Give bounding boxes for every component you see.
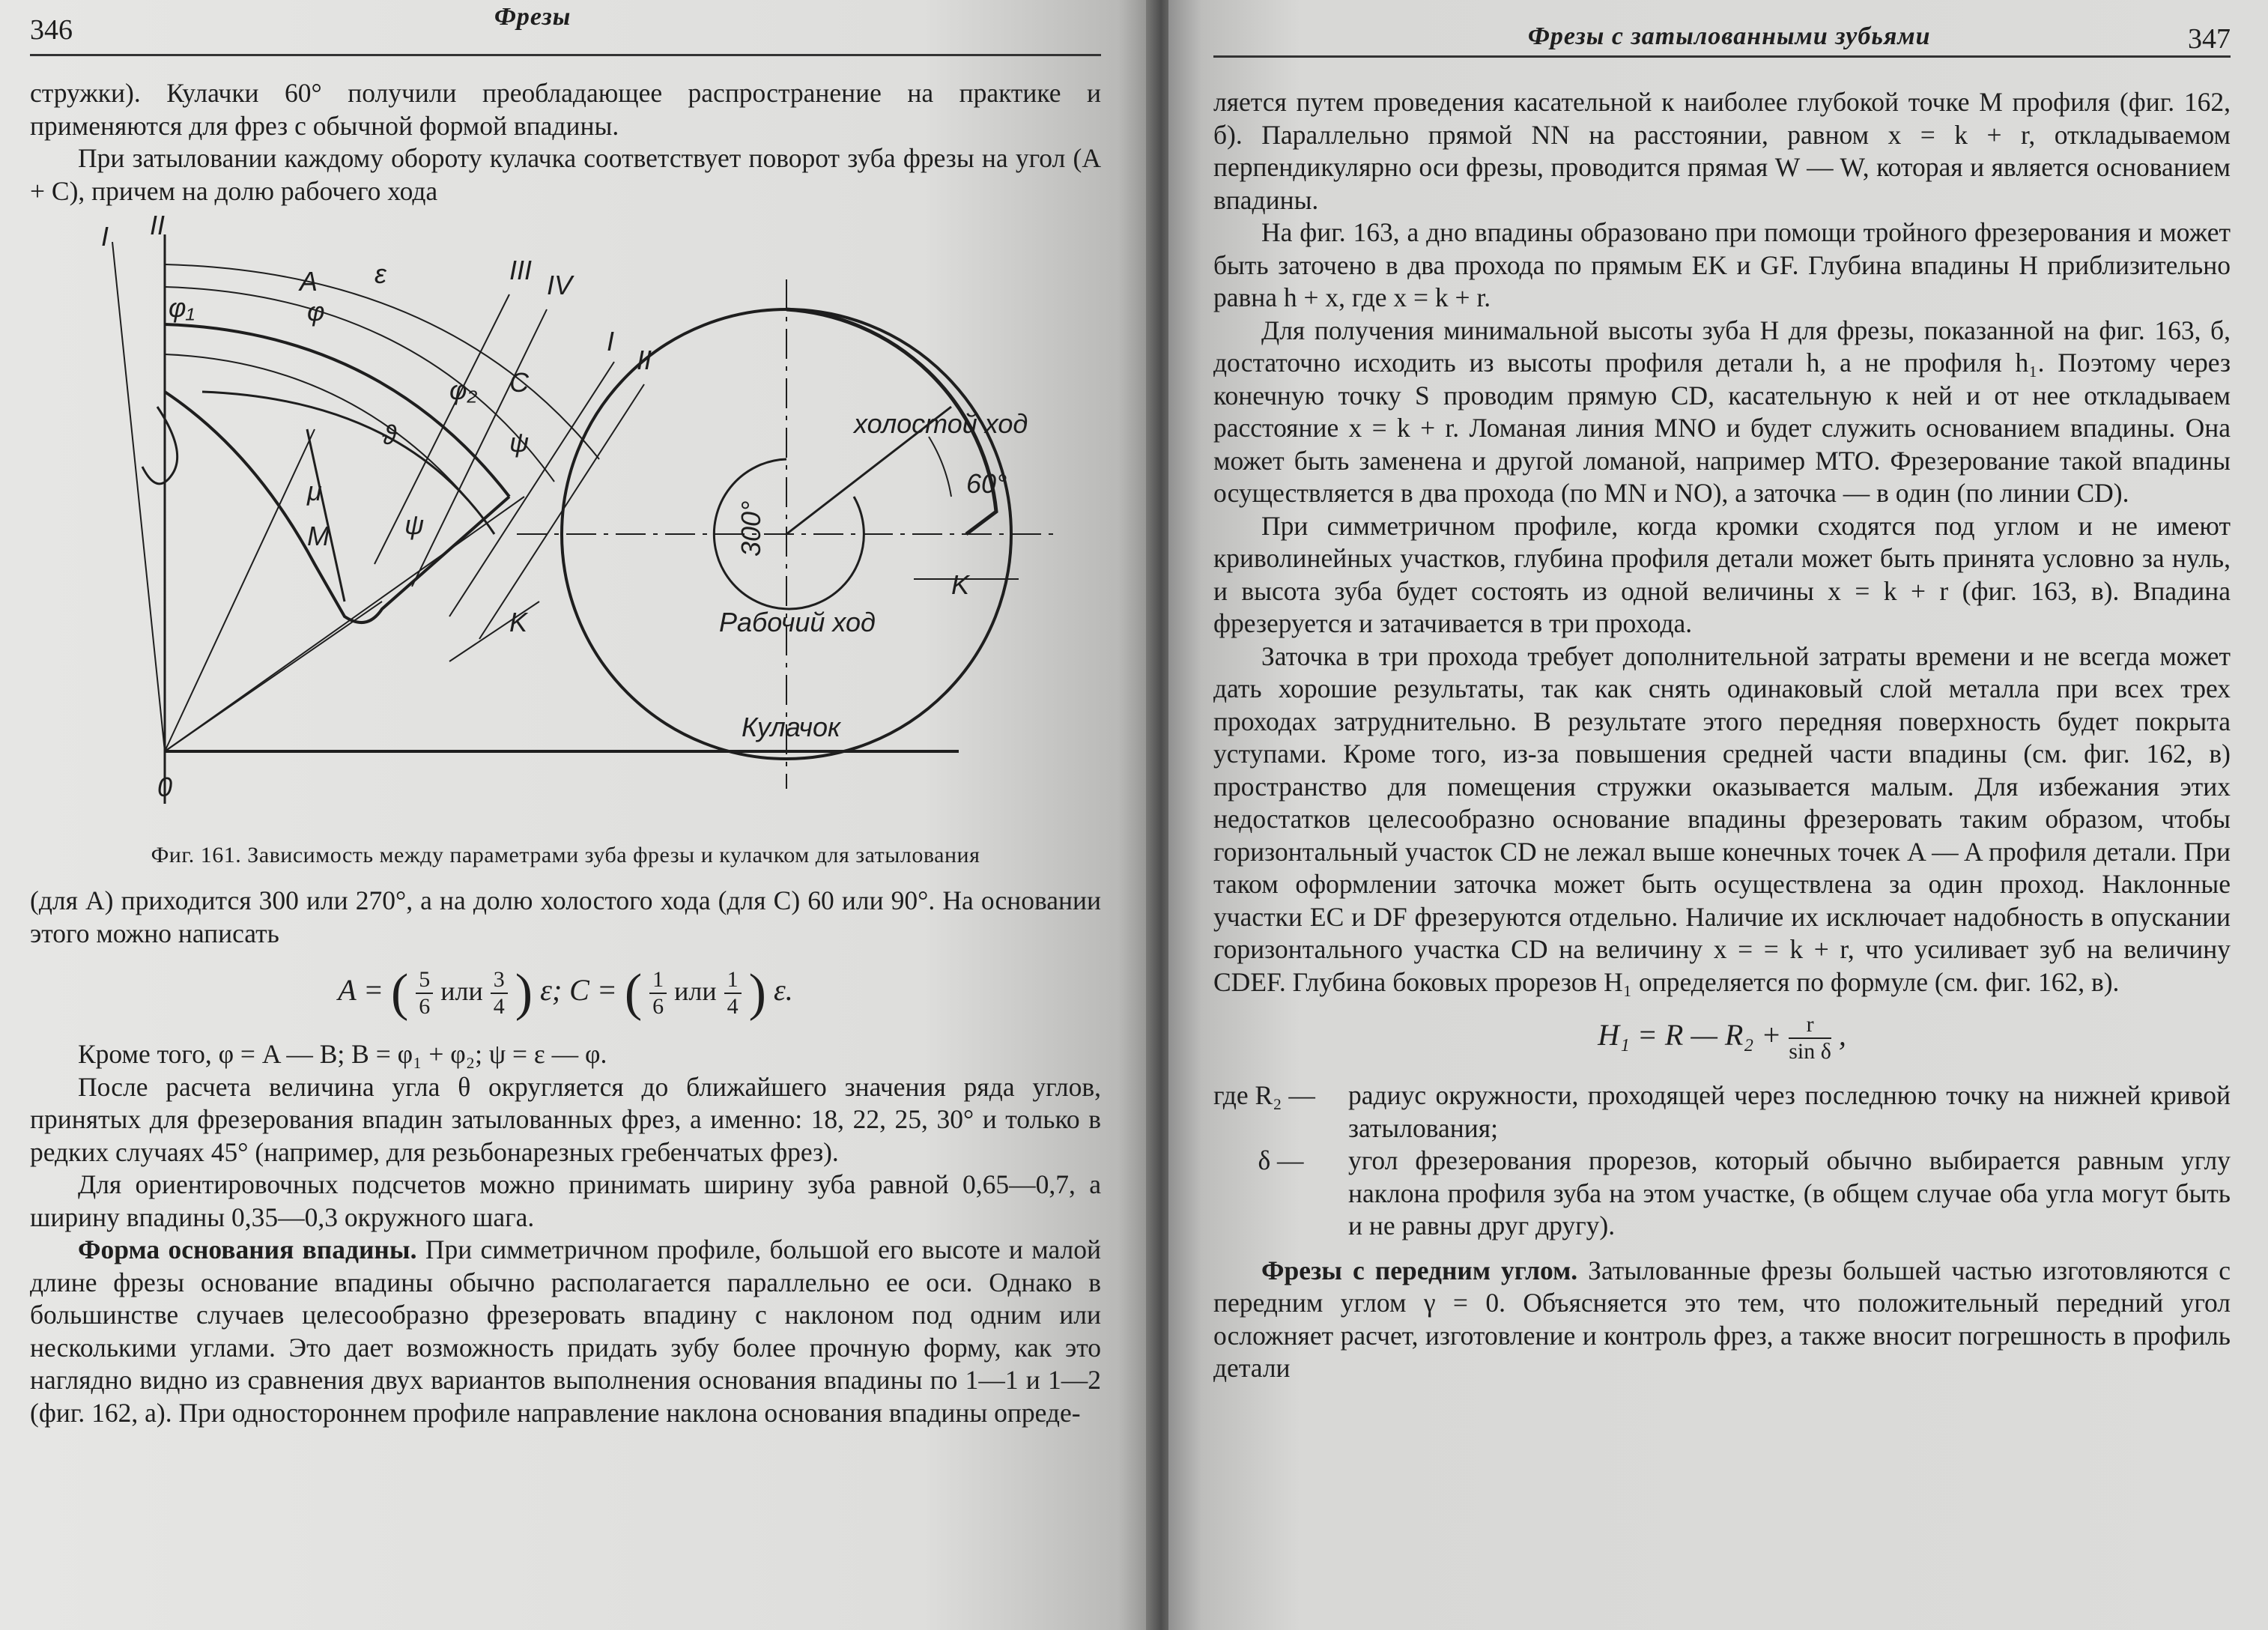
tooth-edge [307, 429, 345, 602]
label-M: M [307, 521, 330, 551]
paragraph: стружки). Кулачки 60° получили преобладающее распространение на практике и применяются для фрез с обычной формой впадины. [30, 78, 1101, 141]
right-running-head [1213, 0, 2231, 58]
left-page-number: 346 [30, 14, 73, 46]
paragraph: На фиг. 163, а дно впадины образовано при помощи тройного фрезерования и может быть заточено в два прохода по прямым EK и GF. Глубина впадины H приблизительно равна h + x, где x = k + r. [1213, 217, 2231, 312]
right-text [1213, 86, 2231, 999]
left-text-middle [30, 885, 1101, 950]
label-I-right: I [607, 326, 615, 357]
label-A: A [300, 266, 318, 297]
label-K-right: K [951, 569, 970, 600]
formula-H1: H₁ = R — R₂ + $\frac{r}{\text{sin δ}}$ , [1598, 1012, 1846, 1064]
label-mu: μ [307, 476, 322, 506]
right-running-title: Фрезы с затылованными зубьями [1528, 22, 1931, 50]
paragraph: При симметричном профиле, когда кромки сходятся под углом и не имеют криволинейных участков, глубина профиля детали может быть принята условно за нуль, и высота зуба будет состоять из одной величины x = k + r (фиг. 163, в). Впадина фрезеруется и затачивается в три прохода. [1213, 510, 2231, 638]
paragraph: (для A) приходится 300 или 270°, а на долю холостого хода (для C) 60 или 90°. На основании этого можно написать [30, 885, 1101, 948]
label-idle-stroke: холостой ход [854, 408, 1028, 439]
figure-161-drawing [30, 212, 1094, 834]
left-running-head [30, 0, 1101, 56]
left-running-title: Фрезы [494, 3, 571, 31]
label-phi: φ [307, 296, 325, 327]
right-page [1168, 0, 2268, 1630]
fraction: $\frac{5}{6}$ [416, 967, 433, 1019]
paragraph: Для получения минимальной высоты зуба H для фрезы, показанной на фиг. 163, б, достаточно исходить из высоты профиля детали h, а не профиля h₁. Поэтому через конечную точку S проводим прямую CD, касательную к ней и от нее откладываем расстояние x = k + r. Ломаная линия MNO и будет служить основанием впадины. Она может быть заменена и другой ломаной, например MTO. Фрезерование такой впадины осуществляется в два прохода (по MN и NO), а заточка — в один (по линии CD). [1213, 315, 2231, 508]
paragraph: Для ориентировочных подсчетов можно принимать ширину зуба равной 0,65—0,7, а ширину впадины 0,35—0,3 окружного шага. [30, 1169, 1101, 1232]
figure-caption: Фиг. 161. Зависимость между параметрами зуба фрезы и кулачком для затылования [151, 843, 980, 867]
label-II-right: II [637, 345, 652, 375]
fraction: $\frac{r}{\text{sin δ}}$ [1789, 1012, 1831, 1064]
label-working-stroke: Рабочий ход [719, 607, 876, 637]
tooth-outer-arc [165, 324, 509, 497]
formula-A-C: A = ( $\frac{5}{6}$ или $\frac{3}{4}$ ) ε; C = ( $\frac{1}{6}$ или $\frac{1}{4}$ ) ε. [338, 964, 793, 1022]
tooth-body [165, 392, 509, 622]
fraction: $\frac{3}{4}$ [491, 967, 508, 1019]
label-phi2: φ₂ [449, 375, 478, 405]
label-epsilon: ε [375, 258, 386, 289]
paragraph: После расчета величина угла θ округляется до ближайшего значения ряда углов, принятых для фрезерования впадин затылованных фрез, а именно: 18, 22, 25, 30° и только в редких случаях 45° (например, для резьбонарезных гребенчатых фрез). [30, 1071, 1101, 1167]
definitions-list [1213, 1079, 2231, 1243]
radial-line [165, 429, 315, 751]
section-heading: Фрезы с передним углом. [1261, 1255, 1578, 1285]
label-I-left: I [101, 221, 109, 252]
label-O: 0 [157, 772, 173, 802]
label-theta: ϑ [382, 419, 397, 450]
arc-epsilon [165, 287, 554, 482]
paragraph: ляется путем проведения касательной к наиболее глубокой точке M профиля (фиг. 162, б). Параллельно прямой NN на расстоянии, равном x = k + r, откладываемом перпендикулярно оси фрезы, проводится прямая W — W, которая и является основанием впадины. [1213, 87, 2231, 215]
right-text-bottom [1213, 1255, 2231, 1385]
definition-row: где R₂ — радиус окружности, проходящей через последнюю точку на нижней кривой затылования; [1213, 1080, 2231, 1143]
label-psi-2: ψ [404, 509, 425, 540]
section-paragraph: Форма основания впадины. При симметричном профиле, большой его высоте и малой длине фрезы основание впадины обычно располагается параллельно ее оси. Однако в большинстве случаев целесообразно фрезеровать впадину с наклоном под одним или несколькими углами. Это дает возможность придать зубу более прочную форму, как это наглядно видно из сравнения двух вариантов выполнения основания впадины по 1—1 и 1—2 (фиг. 162, а). При одностороннем профиле направление наклона основания впадины опреде- [30, 1234, 1102, 1428]
label-K-left: K [509, 607, 528, 637]
previous-tooth-tip [142, 407, 178, 484]
label-III: III [509, 255, 533, 285]
label-psi: ψ [509, 427, 530, 458]
paragraph: Заточка в три прохода требует дополнительной затраты времени и не всегда может дать хорошие результаты, так как снять одинаковый слой металла при всех трех проходах затруднительно. В результате этого передняя поверхность будет покрыта уступами. Кроме того, из-за повышения средней части впадины (см. фиг. 162, в) пространство для помещения стружки оказывается малым. Для избежания этих недостатков целесообразно основание впадины фрезеровать таким образом, чтобы горизонтальный участок CD не лежал выше конечных точек A — A профиля детали. При таком оформлении заточка может быть осуществлена за один проход. Наклонные участки EC и DF фрезеруются отдельно. Наличие их исключает надобность в опускании горизонтального участка CD на величину x = = k + r, что усиливает зуб на величину CDEF. Глубина боковых прорезов H₁ определяется по формуле (см. фиг. 162, в). [1213, 640, 2231, 997]
left-text-bottom [30, 1038, 1101, 1429]
definition-row: δ — угол фрезерования прорезов, который обычно выбирается равным углу наклона профиля зуба на этом участке, (в общем случае оба угла могут быть и не равны друг другу). [1258, 1145, 2231, 1240]
radial-line [165, 497, 524, 751]
figure-161 [30, 212, 1094, 834]
label-II-left: II [150, 212, 166, 240]
label-60-deg: 60° [966, 468, 1007, 499]
left-text-top [30, 77, 1101, 207]
formula-relations: Кроме того, φ = A — B; B = φ₁ + φ₂; ψ = ε — φ. [78, 1039, 607, 1069]
section-paragraph: Фрезы с передним углом. Затылованные фрезы большей частью изготовляются с передним углом γ = 0. Объясняется это тем, что положительный передний угол осложняет расчет, изготовление и контроль фрез, а также вносит погрешность в профиль детали [1213, 1255, 2231, 1383]
label-cam: Кулачок [742, 712, 840, 742]
fraction: $\frac{1}{6}$ [649, 967, 667, 1019]
label-C: C [509, 367, 529, 398]
label-300-deg: 300° [736, 500, 766, 557]
paragraph: При затыловании каждому обороту кулачка соответствует поворот зуба фрезы на угол (A + C), причем на долю рабочего хода [30, 143, 1101, 206]
right-page-number: 347 [2188, 23, 2231, 55]
fraction: $\frac{1}{4}$ [724, 967, 742, 1019]
section-heading: Форма основания впадины. [78, 1234, 417, 1264]
label-IV: IV [547, 270, 573, 300]
arc-60 [929, 437, 951, 497]
label-phi1: φ₁ [169, 292, 195, 323]
radial-line-I [112, 242, 165, 751]
